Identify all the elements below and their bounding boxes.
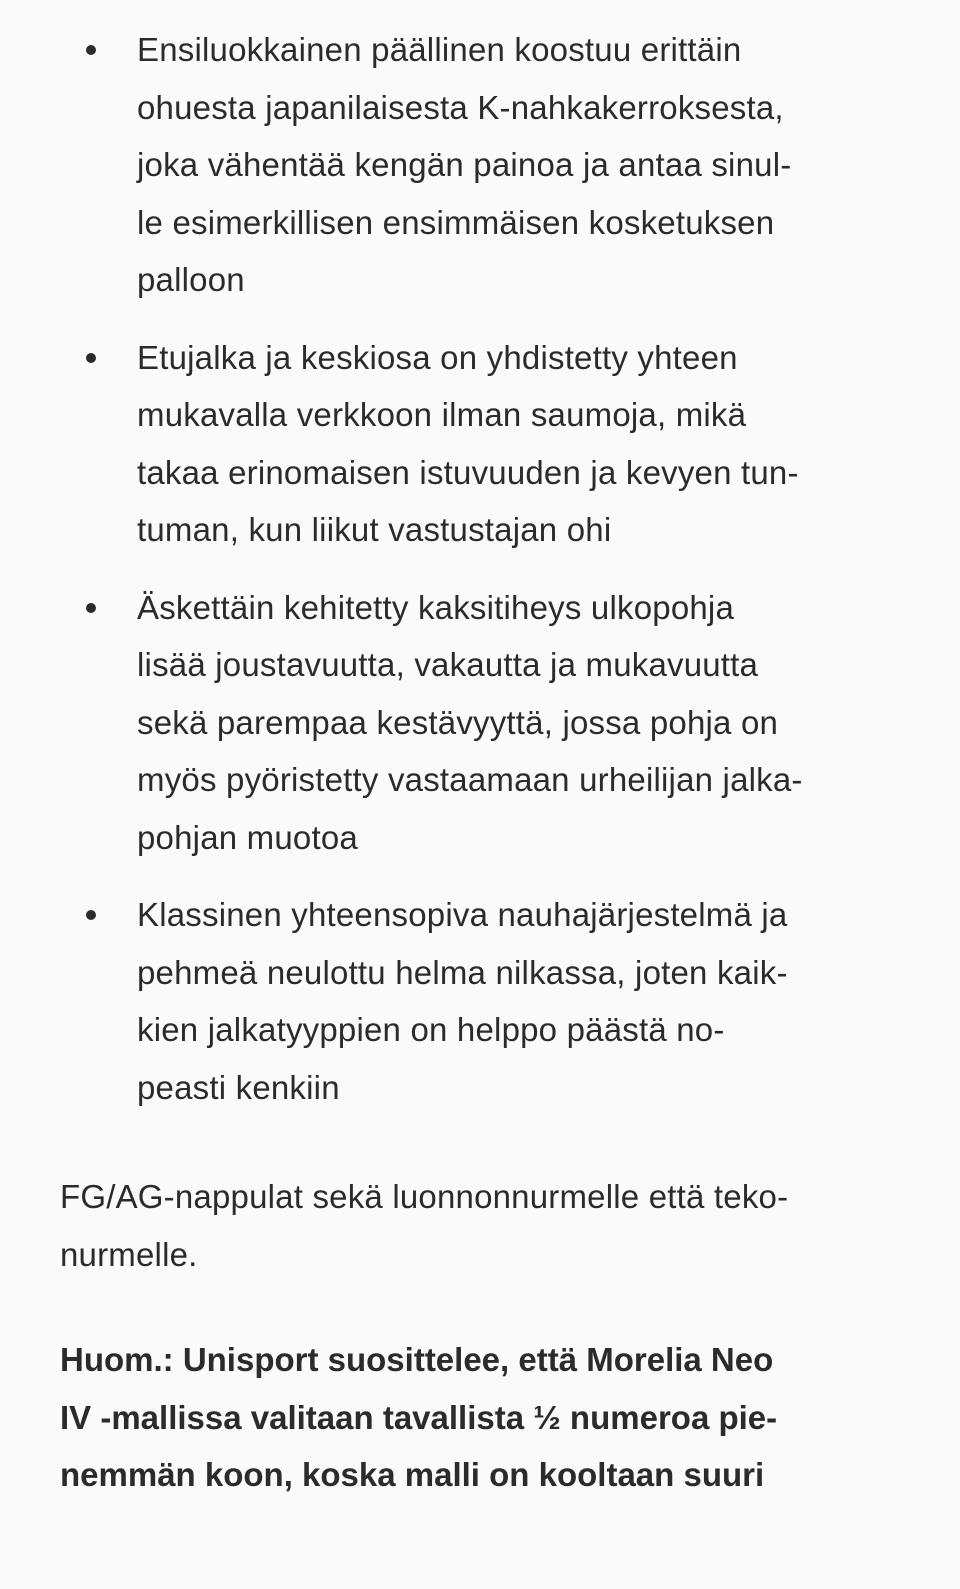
text-line: joka vähentää kengän painoa ja antaa sinul- (137, 146, 792, 183)
text-line: sekä parempaa kestävyyttä, jossa pohja on (137, 703, 779, 741)
text-line: peasti kenkiin (137, 1068, 340, 1106)
sizing-note (60, 1331, 900, 1504)
text-line: Huom.: Unisport suosittelee, että Morelia Neo (60, 1341, 774, 1378)
text-line: mukavalla verkkoon ilman saumoja, mikä (137, 396, 747, 433)
feature-text (137, 329, 900, 559)
text-line: Äskettäin kehitetty kaksitiheys ulkopohja (137, 588, 735, 626)
text-line: nemmän koon, koska malli on kooltaan suuri (60, 1456, 765, 1493)
feature-item (0, 579, 960, 867)
text-line: kien jalkatyyppien on helppo päästä no- (137, 1011, 725, 1048)
text-line: pohjan muotoa (137, 818, 358, 856)
bullet-icon (86, 353, 96, 363)
text-line: ohuesta japanilaisesta K-nahkakerroksesta, (137, 88, 784, 126)
stud-type-paragraph (60, 1168, 900, 1283)
text-line: tuman, kun liikut vastustajan ohi (137, 511, 612, 548)
feature-text (137, 21, 900, 309)
text-line: palloon (137, 261, 245, 298)
feature-item (0, 21, 960, 309)
text-line: Ensiluokkainen päällinen koostuu erittäin (137, 31, 742, 68)
feature-item (0, 886, 960, 1116)
text-line: pehmeä neulottu helma nilkassa, joten kaik- (137, 953, 788, 991)
bullet-icon (86, 45, 96, 55)
text-line: IV -mallissa valitaan tavallista ½ numeroa pie- (60, 1398, 778, 1436)
feature-text (137, 579, 900, 867)
bullet-icon (86, 910, 96, 920)
feature-list (0, 21, 960, 1136)
text-line: takaa erinomaisen istuvuuden ja kevyen tun- (137, 453, 799, 491)
bullet-icon (86, 603, 96, 613)
text-line: FG/AG-nappulat sekä luonnonnurmelle että teko- (60, 1178, 789, 1215)
text-line: myös pyöristetty vastaamaan urheilijan jalka- (137, 761, 803, 798)
feature-item (0, 329, 960, 559)
text-line: lisää joustavuutta, vakautta ja mukavuutta (137, 646, 759, 683)
feature-text (137, 886, 900, 1116)
text-line: Etujalka ja keskiosa on yhdistetty yhteen (137, 338, 738, 376)
text-line: le esimerkillisen ensimmäisen kosketuksen (137, 203, 775, 241)
text-line: Klassinen yhteensopiva nauhajärjestelmä ja (137, 896, 788, 933)
text-line: nurmelle. (60, 1235, 198, 1273)
